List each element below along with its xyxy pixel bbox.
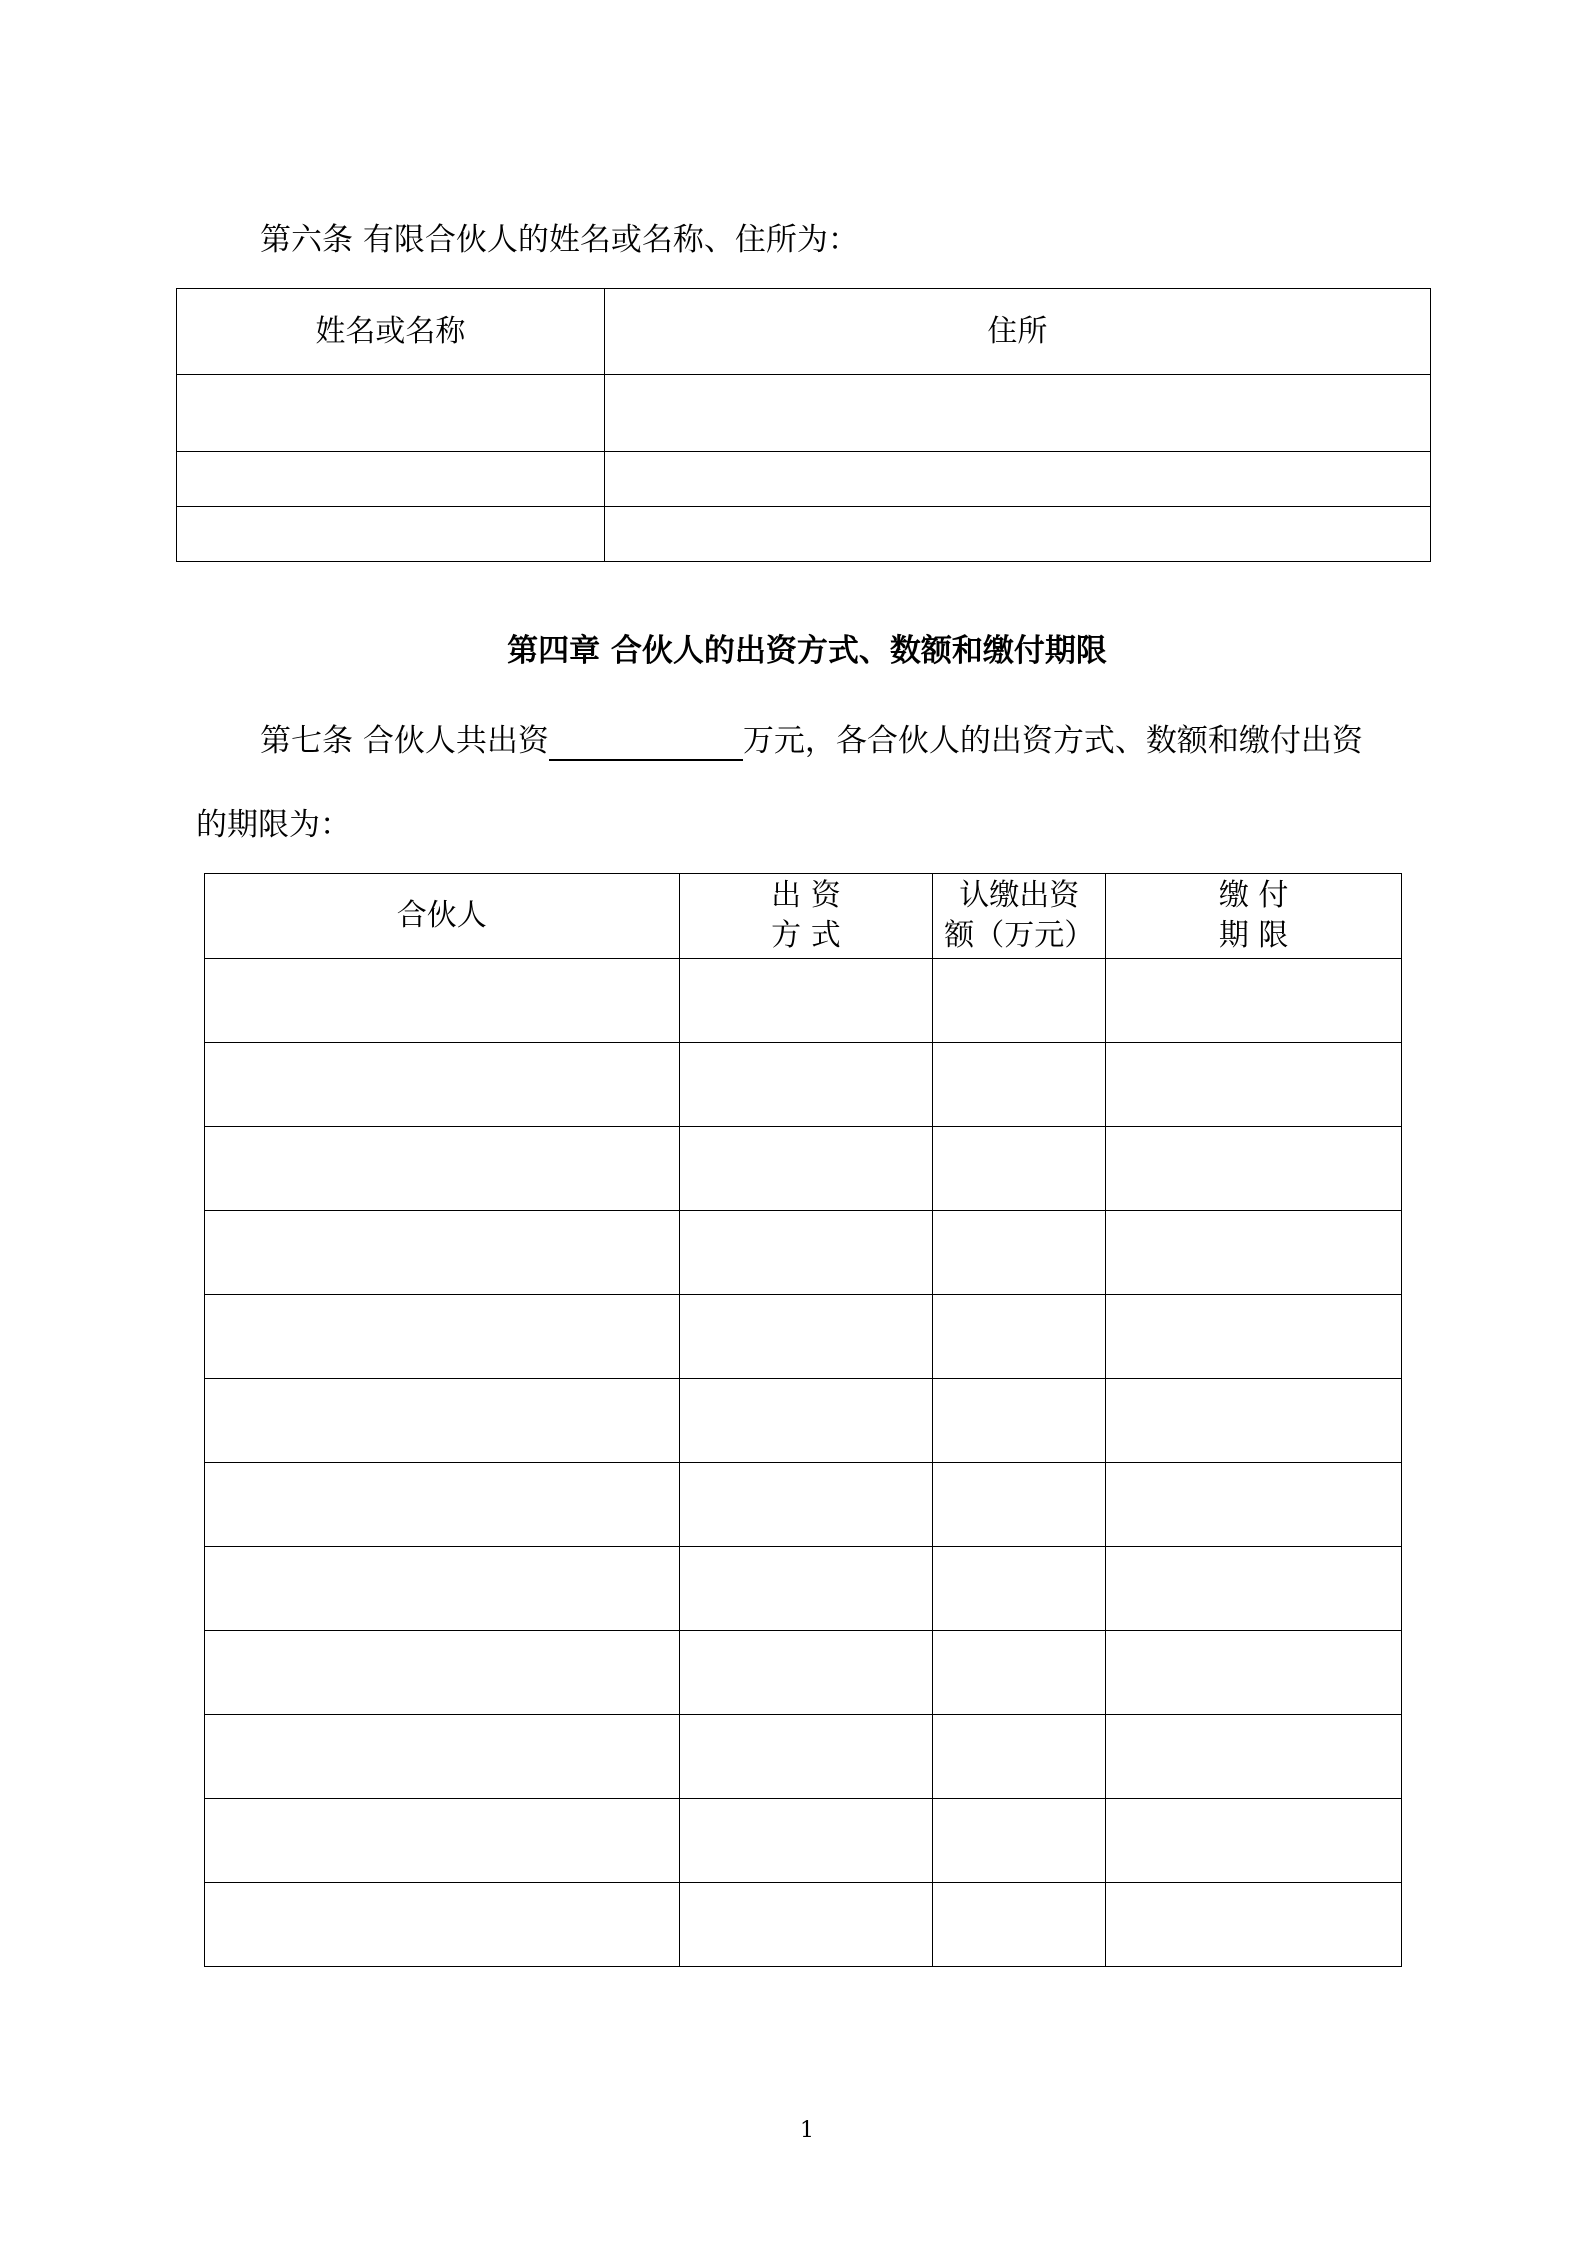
cell-partner[interactable] <box>205 1883 680 1967</box>
cell-partner[interactable] <box>205 1715 680 1799</box>
cell-name[interactable] <box>177 452 605 507</box>
cell-term[interactable] <box>1106 1379 1402 1463</box>
table-row <box>177 507 1431 562</box>
cell-term[interactable] <box>1106 959 1402 1043</box>
article-7-part-2: 万元，各合伙人的出资方式、数额和缴付出资 <box>742 723 1363 759</box>
table-row <box>205 1295 1402 1379</box>
cell-method[interactable] <box>679 1547 933 1631</box>
cell-method[interactable] <box>679 1043 933 1127</box>
cell-method[interactable] <box>679 1295 933 1379</box>
header-amount-line-2: 额（万元） <box>944 918 1095 953</box>
cell-partner[interactable] <box>205 1799 680 1883</box>
header-method-line-1: 出 资 <box>771 878 841 913</box>
cell-partner[interactable] <box>205 1379 680 1463</box>
table-header-row <box>205 874 1402 959</box>
cell-term[interactable] <box>1106 1127 1402 1211</box>
limited-partners-table <box>176 288 1431 562</box>
cell-partner[interactable] <box>205 1043 680 1127</box>
cell-address[interactable] <box>604 507 1430 562</box>
cell-term[interactable] <box>1106 1463 1402 1547</box>
cell-amount[interactable] <box>933 959 1106 1043</box>
header-term-line-2: 期 限 <box>1218 918 1289 953</box>
table-body <box>205 959 1402 1967</box>
table-row <box>205 959 1402 1043</box>
header-method-line-2: 方 式 <box>771 918 841 953</box>
table-row <box>205 1379 1402 1463</box>
table-row <box>205 1715 1402 1799</box>
table-row <box>205 1631 1402 1715</box>
cell-term[interactable] <box>1106 1547 1402 1631</box>
header-term-line-1: 缴 付 <box>1218 878 1289 913</box>
cell-method[interactable] <box>679 1463 933 1547</box>
article-6-text: 第六条 有限合伙人的姓名或名称、住所为： <box>260 222 859 258</box>
cell-amount[interactable] <box>933 1379 1106 1463</box>
cell-amount[interactable] <box>933 1799 1106 1883</box>
cell-name[interactable] <box>177 507 605 562</box>
cell-term[interactable] <box>1106 1883 1402 1967</box>
cell-amount[interactable] <box>933 1715 1106 1799</box>
cell-address[interactable] <box>604 452 1430 507</box>
cell-term[interactable] <box>1106 1043 1402 1127</box>
table-row <box>205 1043 1402 1127</box>
table-row <box>205 1883 1402 1967</box>
cell-method[interactable] <box>679 1379 933 1463</box>
header-term <box>1106 874 1402 959</box>
cell-partner[interactable] <box>205 959 680 1043</box>
header-amount <box>933 874 1106 959</box>
cell-partner[interactable] <box>205 1547 680 1631</box>
header-address: 住所 <box>604 289 1430 375</box>
cell-term[interactable] <box>1106 1799 1402 1883</box>
header-method <box>679 874 933 959</box>
cell-amount[interactable] <box>933 1463 1106 1547</box>
table-row <box>177 375 1431 452</box>
cell-term[interactable] <box>1106 1715 1402 1799</box>
cell-name[interactable] <box>177 375 605 452</box>
cell-method[interactable] <box>679 1799 933 1883</box>
cell-partner[interactable] <box>205 1211 680 1295</box>
article-7-line-2: 的期限为： <box>196 807 351 843</box>
table-row <box>205 1127 1402 1211</box>
cell-partner[interactable] <box>205 1463 680 1547</box>
cell-term[interactable] <box>1106 1631 1402 1715</box>
cell-amount[interactable] <box>933 1211 1106 1295</box>
table-row <box>205 1547 1402 1631</box>
cell-partner[interactable] <box>205 1295 680 1379</box>
partner-contribution-table <box>204 873 1402 1967</box>
cell-method[interactable] <box>679 1715 933 1799</box>
table-row <box>205 1211 1402 1295</box>
cell-method[interactable] <box>679 1631 933 1715</box>
table-header-row <box>177 289 1431 375</box>
cell-amount[interactable] <box>933 1547 1106 1631</box>
total-contribution-blank[interactable] <box>549 721 743 761</box>
chapter-4-title: 第四章 合伙人的出资方式、数额和缴付期限 <box>507 633 1107 669</box>
header-amount-line-1: 认缴出资 <box>959 878 1080 913</box>
cell-partner[interactable] <box>205 1127 680 1211</box>
article-7-part-1: 第七条 合伙人共出资 <box>260 723 549 759</box>
cell-address[interactable] <box>604 375 1430 452</box>
cell-method[interactable] <box>679 959 933 1043</box>
cell-method[interactable] <box>679 1211 933 1295</box>
cell-term[interactable] <box>1106 1295 1402 1379</box>
article-7-line-1 <box>260 721 1363 761</box>
cell-amount[interactable] <box>933 1631 1106 1715</box>
cell-method[interactable] <box>679 1883 933 1967</box>
header-name: 姓名或名称 <box>177 289 605 375</box>
header-partner: 合伙人 <box>205 874 680 959</box>
cell-partner[interactable] <box>205 1631 680 1715</box>
cell-amount[interactable] <box>933 1127 1106 1211</box>
cell-amount[interactable] <box>933 1883 1106 1967</box>
page-number: 1 <box>800 2118 814 2143</box>
table-row <box>177 452 1431 507</box>
cell-method[interactable] <box>679 1127 933 1211</box>
cell-amount[interactable] <box>933 1295 1106 1379</box>
table-row <box>205 1463 1402 1547</box>
cell-amount[interactable] <box>933 1043 1106 1127</box>
table-row <box>205 1799 1402 1883</box>
cell-term[interactable] <box>1106 1211 1402 1295</box>
